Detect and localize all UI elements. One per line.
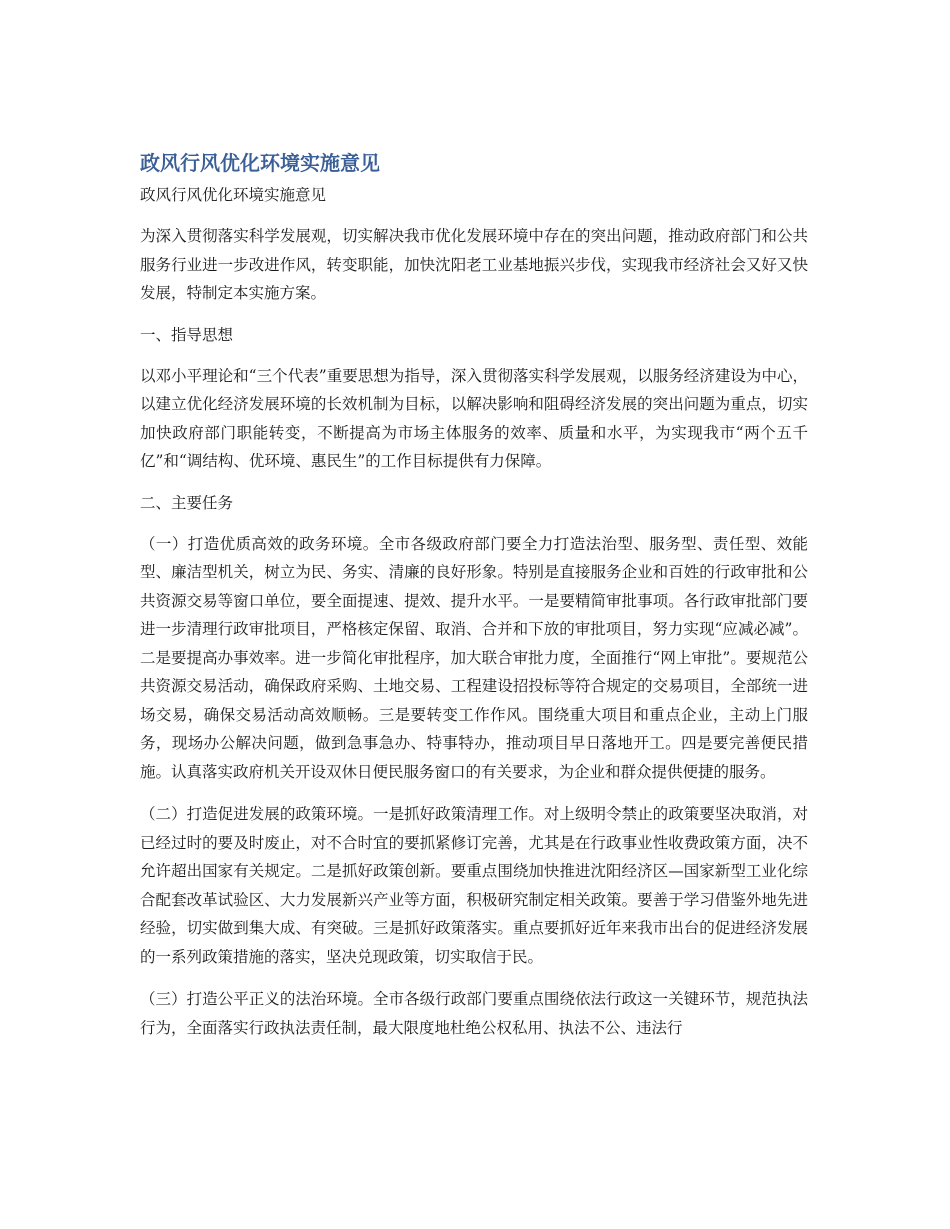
section-heading-main-tasks: 二、主要任务 xyxy=(140,493,234,512)
document-subtitle: 政风行风优化环境实施意见 xyxy=(140,186,327,204)
task-paragraph-2: （二）打造促进发展的政策环境。一是抓好政策清理工作。对上级明令禁止的政策要坚决取消，对已经过时的要及时废止，对不合时宜的要抓紧修订完善，尤其是在行政事业性收费政策方面，决不允许超出国家有关规定。二是抓好政策创新。要重点围绕加快推进沈阳经济区—国家新型工业化综合配套改革试验区、大力发展新兴产业等方面，积极研究制定相关政策。要善于学习借鉴外地先进经验，切实做到集大成、有突破。三是抓好政策落实。重点要抓好近年来我市出台的促进经济发展的一系列政策措施的落实，坚决兑现政策，切实取信于民。 xyxy=(140,805,808,966)
task-paragraph-1: （一）打造优质高效的政务环境。全市各级政府部门要全力打造法治型、服务型、责任型、效能型、廉洁型机关，树立为民、务实、清廉的良好形象。特别是直接服务企业和百姓的行政审批和公共资源交易等窗口单位，要全面提速、提效、提升水平。一是要精简审批事项。各行政审批部门要进一步清理行政审批项目，严格核定保留、取消、合并和下放的审批项目，努力实现“应减必减”。二是要提高办事效率。进一步简化审批程序，加大联合审批力度，全面推行“网上审批”。要规范公共资源交易活动，确保政府采购、土地交易、工程建设招投标等符合规定的交易项目，全部统一进场交易，确保交易活动高效顺畅。三是要转变工作作风。围绕重大项目和重点企业，主动上门服务，现场办公解决问题，做到急事急办、特事特办，推动项目早日落地开工。四是要完善便民措施。认真落实政府机关开设双休日便民服务窗口的有关要求，为企业和群众提供便捷的服务。 xyxy=(140,534,808,781)
section-heading-guiding-ideology: 一、指导思想 xyxy=(140,325,234,344)
document-page xyxy=(140,148,808,1056)
intro-paragraph: 为深入贯彻落实科学发展观，切实解决我市优化发展环境中存在的突出问题，推动政府部门和公共服务行业进一步改进作风，转变职能，加快沈阳老工业基地振兴步伐，实现我市经济社会又好又快发展，特制定本实施方案。 xyxy=(140,227,808,302)
document-title: 政风行风优化环境实施意见 xyxy=(140,151,380,175)
guiding-ideology-paragraph: 以邓小平理论和“三个代表”重要思想为指导，深入贯彻落实科学发展观，以服务经济建设为中心，以建立优化经济发展环境的长效机制为目标，以解决影响和阻碍经济发展的突出问题为重点，切实加快政府部门职能转变，不断提高为市场主体服务的效率、质量和水平，为实现我市“两个五千亿”和“调结构、优环境、惠民生”的工作目标提供有力保障。 xyxy=(140,366,808,470)
task-paragraph-3: （三）打造公平正义的法治环境。全市各级行政部门要重点围绕依法行政这一关键环节，规范执法行为，全面落实行政执法责任制，最大限度地杜绝公权私用、执法不公、违法行 xyxy=(140,990,808,1037)
